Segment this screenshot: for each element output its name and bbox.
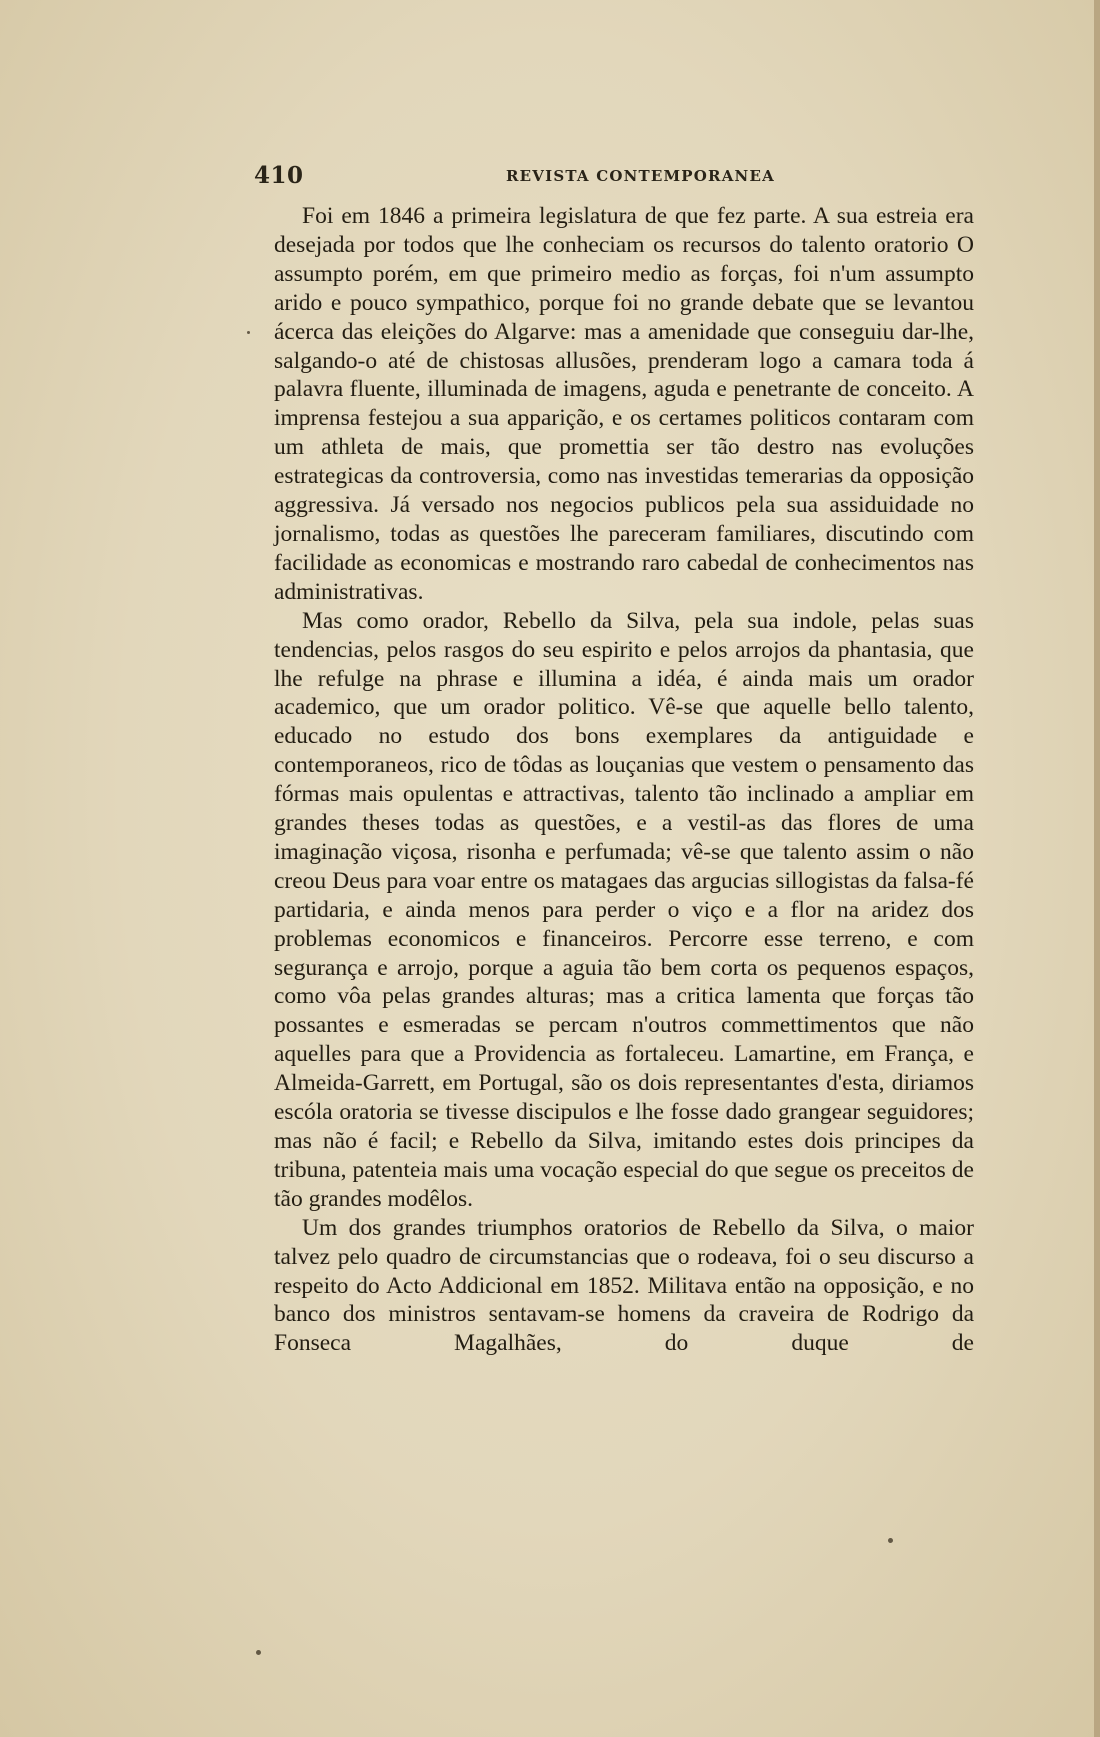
ink-speck [888,1538,893,1543]
paragraph: Um dos grandes triumphos oratorios de Rebello da Silva, o maior talvez pelo quadro de circumstancias que o rodeava, foi o seu discurso a respeito do Acto Addicional em 1852. Militava então na opposição, e no banco dos ministros sentavam-se homens da craveira de Rodrigo da Fonseca Magalhães, do duque de [274,1214,974,1357]
running-header [254,162,974,188]
ink-speck [256,1650,261,1655]
running-title: REVISTA CONTEMPORANEA [506,167,775,185]
paragraph: Mas como orador, Rebello da Silva, pela sua indole, pelas suas tendencias, pelos rasgos do seu espirito e pelos arrojos da phantasia, que lhe refulge na phrase e illumina a idéa, é ainda mais um orador academico, que um orador politico. Vê-se que aquelle bello talento, educado no estudo dos bons exemplares da antiguidade e contemporaneos, rico de tôdas as louçanias que vestem o pensamento das fórmas mais opulentas e attractivas, talento tão inclinado a ampliar em grandes theses todas as questões, e a vestil-as das flores de uma imaginação viçosa, risonha e perfumada; vê-se que talento assim o não creou Deus para voar entre os matagaes das argucias sillogistas da falsa-fé partidaria, e ainda menos para perder o viço e a flor na aridez dos problemas economicos e financeiros. Percorre esse terreno, e com segurança e arrojo, porque a aguia tão bem corta os pequenos espaços, como vôa pelas grandes alturas; mas a critica lamenta que forças tão possantes e esmeradas se percam n'outros commettimentos que não aquelles para que a Providencia as fortaleceu. Lamartine, em França, e Almeida-Garrett, em Portugal, são os dois representantes d'esta, diriamos escóla oratoria se tivesse discipulos e lhe fosse dado grangear seguidores; mas não é facil; e Rebello da Silva, imitando estes dois principes da tribuna, patenteia mais uma vocação especial do que segue os preceitos de tão grandes modêlos. [274,607,974,1212]
body-text [274,202,974,1358]
page-number: 410 [254,162,304,189]
page-edge [1094,0,1100,1737]
paragraph: Foi em 1846 a primeira legislatura de que fez parte. A sua estreia era desejada por todos que lhe conheciam os recursos do talento oratorio O assumpto porém, em que primeiro medio as forças, foi n'um assumpto arido e pouco sympathico, porque foi no grande debate que se levantou ácerca das eleições do Algarve: mas a amenidade que conseguiu dar-lhe, salgando-o até de chistosas allusões, prenderam logo a camara toda á palavra fluente, illuminada de imagens, aguda e penetrante de conceito. A imprensa festejou a sua apparição, e os certames politicos contaram com um athleta de mais, que promettia ser tão destro nas evoluções estrategicas da controversia, como nas investidas temerarias da opposição aggressiva. Já versado nos negocios publicos pela sua assiduidade no jornalismo, todas as questões lhe pareceram familiares, discutindo com facilidade as economicas e mostrando raro cabedal de conhecimentos nas administrativas. [274,203,974,605]
ink-speck [247,331,250,334]
